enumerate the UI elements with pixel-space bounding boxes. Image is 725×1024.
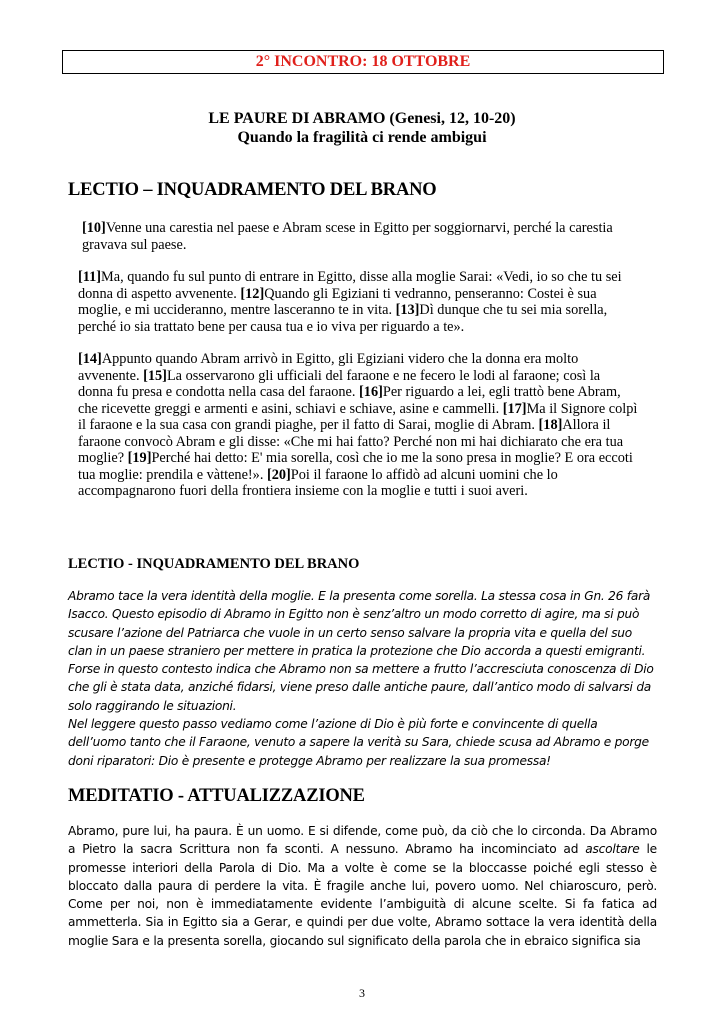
verse-number: [15] [143, 367, 167, 384]
meeting-header: 2° INCONTRO: 18 OTTOBRE [62, 50, 664, 74]
verse-number: [16] [359, 384, 383, 400]
verse-text: Ma, quando fu sul punto di entrare in Egitto, disse alla moglie Sarai: «Vedi, io so che tu sei donna di aspetto avvenente. [78, 269, 622, 302]
commentary-paragraph: Nel leggere questo passo vediamo come l’azione di Dio è più forte e convincente di quella dell’uomo tanto che il Faraone, venuto a sapere la verità su Sara, chiede scusa ad Abramo e porge doni riparatori: Dio è presente e protegge Abramo per realizzare la sua promessa! [68, 717, 649, 768]
verse-text: Venne una carestia nel paese e Abram scese in Egitto per soggiornarvi, perché la carestia gravava sul paese. [82, 220, 613, 253]
verse-number: [20] [266, 466, 291, 483]
verse-number: [13] [395, 302, 420, 318]
scripture-paragraph [78, 269, 638, 335]
verse-text: Perché hai detto: E' mia sorella, così che io me la sono presa in moglie? E ora eccoti tua moglie: prendila e vàttene!». [78, 450, 633, 483]
scripture-passage [78, 220, 638, 516]
meditatio-emphasis: ascoltare [585, 842, 640, 857]
verse-number: [17] [502, 400, 527, 417]
meditatio-body [68, 822, 657, 950]
verse-text: Ma il Signore colpì il faraone e la sua casa con grandi piaghe, per il fatto di Sarai, moglie di Abram. [78, 400, 638, 433]
verse-text: Dì dunque che tu sei mia sorella, perché io sia trattato bene per causa tua e io viva per riguardo a te». [78, 302, 608, 335]
commentary [68, 587, 658, 770]
scripture-paragraph [78, 351, 638, 500]
document-title: LE PAURE DI ABRAMO (Genesi, 12, 10-20) [208, 110, 516, 127]
verse-number: [19] [127, 450, 152, 466]
meditatio-heading: MEDITATIO - ATTUALIZZAZIONE [68, 786, 365, 806]
commentary-paragraph: Abramo tace la vera identità della moglie. E la presenta come sorella. La stessa cosa in Gn. 26 farà Isacco. Questo episodio di Abramo in Egitto non è senz’altro un modo corretto di agire, ma si può scusare l’azione del Patriarca che vuole in un certo senso salvare la propria vita e quella del suo clan in un paese straniero per mettere in pratica la protezione che Dio accorda a questi emigranti. [68, 589, 651, 658]
verse-text: Per riguardo a lei, egli trattò bene Abram, che ricevette greggi e armenti e asini, schiavi e schiave, asine e cammelli. [78, 384, 621, 417]
commentary-paragraph: Forse in questo contesto indica che Abramo non sa mettere a frutto l’accresciuta conoscenza di Dio che gli è stata data, anziché fidarsi, viene preso dalle antiche paure, dall’antico modo di salvarsi da solo raggirando le situazioni. [68, 662, 654, 713]
lectio-secondary-heading: LECTIO - INQUADRAMENTO DEL BRANO [68, 556, 360, 572]
verse-number: [10] [82, 220, 106, 236]
verse-text: Quando gli Egiziani ti vedranno, penseranno: Costei è sua moglie, e mi uccideranno, mentre lasceranno te in vita. [78, 285, 597, 318]
page-number: 3 [359, 986, 365, 1000]
verse-text: Allora il faraone convocò Abram e gli disse: «Che mi hai fatto? Perché non mi hai dichiarato che era tua moglie? [78, 417, 624, 466]
verse-number: [14] [78, 351, 102, 367]
verse-text: Appunto quando Abram arrivò in Egitto, gli Egiziani videro che la donna era molto avvenente. [78, 351, 579, 384]
verse-text: Poi il faraone lo affidò ad alcuni uomini che lo accompagnarono fuori della frontiera insieme con la moglie e tutti i suoi averi. [78, 466, 558, 499]
scripture-paragraph [78, 220, 638, 253]
verse-number: [11] [78, 269, 102, 285]
meditatio-text: Abramo, pure lui, ha paura. È un uomo. E si difende, come può, da ciò che lo circonda. Da Abramo a Pietro la sacra Scrittura non fa sconti. A nessuno. Abramo ha incominciato ad [68, 824, 657, 857]
verse-text: La osservarono gli ufficiali del faraone e ne fecero le lodi al faraone; così la donna fu presa e condotta nella casa del faraone. [78, 367, 601, 400]
verse-number: [18] [538, 417, 563, 433]
lectio-heading: LECTIO – INQUADRAMENTO DEL BRANO [68, 180, 437, 200]
meditatio-text: le promesse interiori della Parola di Dio. Ma a volte è come se la bloccasse poiché egli stesso è bloccato dalla paura di perdere la vita. È fragile anche lui, povero uomo. Nel chiaroscuro, però. Come per noi, non è immediatamente evidente l’ambiguità di alcune scelte. Si fa fatica ad ammetterla. Sia in Egitto sia a Gerar, e quindi per due volte, Abramo sottace la vera identità della moglie Sara e la presenta sorella, giocando sul significato della parola che in ebraico significa sia [68, 842, 657, 948]
document-subtitle: Quando la fragilità ci rende ambigui [237, 129, 487, 146]
verse-number: [12] [240, 285, 265, 302]
